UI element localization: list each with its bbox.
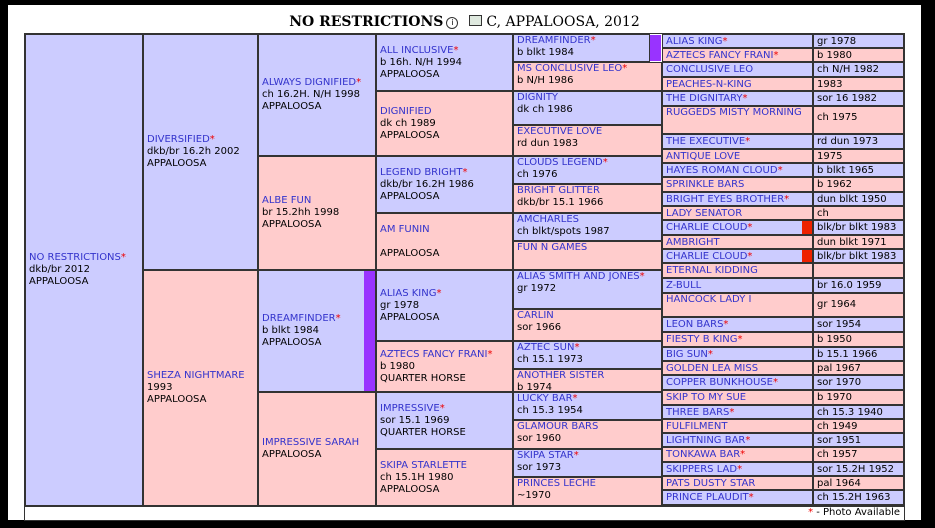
gen6-detail-cell	[813, 177, 904, 192]
gen6-name-cell	[662, 149, 813, 163]
gen6-detail-cell	[813, 447, 904, 462]
photo-star: *	[590, 35, 596, 46]
gen6-name-cell	[662, 375, 813, 390]
horse-link[interactable]: RUGGEDS MISTY MORNING	[666, 107, 802, 118]
horse-detail: b N/H 1986	[517, 75, 574, 86]
gen6-detail-cell	[813, 375, 904, 390]
horse-detail: ch 15.3 1954	[517, 405, 583, 416]
photo-star: *	[572, 393, 578, 404]
gen6-detail-cell	[813, 476, 904, 490]
gen6-detail-cell	[813, 317, 904, 332]
gen6-detail-cell	[813, 293, 904, 317]
horse-detail: dkb/br 2012	[29, 264, 90, 275]
horse-link[interactable]: SKIPPERS LAD	[666, 464, 738, 475]
gen5-cell	[513, 184, 662, 213]
horse-detail: ~1970	[517, 490, 551, 501]
gen1-cell	[25, 34, 143, 506]
gen6-detail-cell	[813, 163, 904, 177]
horse-detail: rd dun 1973	[817, 136, 879, 147]
gen6-name-cell	[662, 476, 813, 490]
horse-link[interactable]: SHEZA NIGHTMARE	[147, 370, 245, 381]
horse-breed: APPALOOSA	[380, 129, 440, 141]
legend-text: - Photo Available	[813, 507, 900, 518]
highlight-marker	[802, 221, 812, 234]
gen6-detail-cell	[813, 347, 904, 361]
gen5-cell	[513, 420, 662, 449]
gen6-name-cell	[662, 405, 813, 419]
page-title	[8, 13, 921, 31]
horse-breed: APPALOOSA	[262, 101, 322, 112]
pedigree-table	[24, 33, 905, 521]
horse-detail: ch 15.1 1973	[517, 354, 583, 365]
photo-star: *	[462, 166, 468, 178]
window-frame	[8, 5, 921, 520]
horse-breed: APPALOOSA	[380, 248, 440, 259]
gen3-cell	[258, 34, 376, 156]
horse-detail: dun blkt 1950	[817, 194, 887, 205]
gen3-cell	[258, 392, 376, 506]
gen6-detail-cell	[813, 462, 904, 476]
horse-detail: blk/br blkt 1983	[817, 251, 897, 262]
horse-detail: gr 1978	[380, 299, 420, 311]
horse-detail: ch	[817, 208, 829, 219]
horse-breed: APPALOOSA	[380, 68, 440, 80]
horse-link[interactable]: PATS DUSTY STAR	[666, 478, 756, 489]
photo-star: *	[723, 319, 729, 330]
gen6-name-cell	[662, 419, 813, 433]
horse-link[interactable]: Z-BULL	[666, 280, 702, 291]
gen6-name-cell	[662, 293, 813, 317]
horse-link[interactable]: ALWAYS DIGNIFIED	[262, 77, 357, 88]
horse-detail: ch 16.2H. N/H 1998	[262, 89, 360, 100]
gen5-cell	[513, 156, 662, 184]
horse-link[interactable]: GOLDEN LEA MISS	[666, 363, 759, 374]
photo-star: *	[120, 252, 126, 263]
horse-link[interactable]: THE EXECUTIVE	[666, 136, 746, 147]
horse-detail: gr 1972	[517, 283, 557, 294]
photo-star: *	[784, 194, 790, 205]
horse-link[interactable]: AZTECS FANCY FRANI	[380, 348, 488, 360]
highlight-bar	[650, 35, 661, 61]
horse-detail: b 1970	[817, 392, 852, 403]
photo-star: *	[747, 251, 753, 262]
gen4-cell	[376, 449, 513, 506]
gen3-cell	[258, 156, 376, 270]
photo-star: *	[742, 93, 748, 104]
horse-detail: sor 15.2H 1952	[817, 464, 895, 475]
horse-link[interactable]: BRIGHT EYES BROTHER	[666, 194, 785, 205]
gen5-cell	[513, 341, 662, 369]
gen4-cell	[376, 156, 513, 213]
highlight-marker	[802, 250, 812, 262]
gen6-detail-cell	[813, 206, 904, 220]
gen6-name-cell	[662, 278, 813, 293]
gen6-detail-cell	[813, 390, 904, 405]
gen4-cell	[376, 34, 513, 91]
horse-detail: ch blkt/spots 1987	[517, 226, 610, 237]
horse-detail: ch 1949	[817, 421, 858, 432]
horse-detail: ch 1976	[517, 169, 558, 180]
horse-link[interactable]: AZTECS FANCY FRANI	[666, 50, 774, 61]
gen6-detail-cell	[813, 263, 904, 278]
horse-detail: sor 16 1982	[817, 93, 877, 104]
photo-star: *	[745, 136, 751, 147]
horse-detail: b blkt 1984	[517, 47, 574, 58]
horse-detail: b 1974	[517, 382, 552, 392]
gen6-name-cell	[662, 361, 813, 375]
horse-link[interactable]: DREAMFINDER	[517, 35, 591, 46]
horse-detail: ch 15.2H 1963	[817, 492, 891, 503]
horse-link[interactable]: HAYES ROMAN CLOUD	[666, 165, 778, 176]
horse-link[interactable]: THREE BARS	[666, 407, 730, 418]
horse-breed: APPALOOSA	[380, 311, 440, 323]
gen6-detail-cell	[813, 249, 904, 263]
gen6-detail-cell	[813, 220, 904, 235]
gen6-detail-cell	[813, 149, 904, 163]
horse-link[interactable]: CARLIN	[517, 310, 554, 321]
gen4-cell	[376, 341, 513, 392]
horse-detail: b 16h. N/H 1994	[380, 56, 462, 68]
gen6-detail-cell	[813, 34, 904, 48]
horse-detail: ch 15.1H 1980	[380, 471, 454, 483]
photo-star: *	[773, 50, 779, 61]
horse-link[interactable]: AMCHARLES	[517, 214, 579, 225]
horse-name-title: NO RESTRICTIONS	[289, 14, 444, 30]
horse-link[interactable]: FIESTY B KING	[666, 334, 738, 345]
gen6-name-cell	[662, 235, 813, 249]
horse-detail: sor 1966	[517, 322, 562, 333]
gen5-cell	[513, 270, 662, 309]
horse-link[interactable]: EXECUTIVE LOVE	[517, 126, 603, 137]
gen6-detail-cell	[813, 91, 904, 106]
photo-star: *	[487, 348, 493, 360]
horse-link[interactable]: DIVERSIFIED	[147, 134, 210, 145]
horse-link[interactable]: SKIPA STARLETTE	[380, 459, 467, 471]
horse-breed: APPALOOSA	[147, 158, 207, 169]
horse-detail: blk/br blkt 1983	[817, 222, 897, 233]
photo-star: *	[737, 334, 743, 345]
photo-star: *	[453, 44, 459, 56]
horse-detail: rd dun 1983	[517, 138, 579, 149]
horse-link[interactable]: AM FUNIN	[380, 224, 430, 235]
gen6-name-cell	[662, 192, 813, 206]
horse-link[interactable]: ETERNAL KIDDING	[666, 265, 758, 276]
horse-link[interactable]: DIGNITY	[517, 92, 559, 103]
horse-detail: sor 1954	[817, 319, 862, 330]
horse-detail: dun blkt 1971	[817, 237, 887, 248]
horse-link[interactable]: IMPRESSIVE	[380, 402, 440, 414]
horse-link[interactable]: TONKAWA BAR	[666, 449, 741, 460]
horse-link[interactable]: COPPER BUNKHOUSE	[666, 377, 773, 388]
horse-link[interactable]: CHARLIE CLOUD	[666, 222, 748, 233]
gen6-name-cell	[662, 134, 813, 149]
horse-detail: dkb/br 15.1 1966	[517, 197, 604, 208]
horse-link[interactable]: AMBRIGHT	[666, 237, 720, 248]
horse-link[interactable]: BIG SUN	[666, 349, 708, 360]
photo-star: *	[639, 271, 645, 282]
highlight-bar	[364, 271, 375, 391]
horse-link[interactable]: GLAMOUR BARS	[517, 421, 599, 432]
gen5-cell	[513, 369, 662, 392]
photo-star: *	[574, 342, 580, 353]
gen6-name-cell	[662, 263, 813, 278]
gen4-cell	[376, 270, 513, 341]
horse-link[interactable]: LEON BARS	[666, 319, 724, 330]
photo-star: *	[745, 435, 751, 446]
horse-link[interactable]: DIGNIFIED	[380, 105, 432, 117]
gen6-detail-cell	[813, 278, 904, 293]
gen5-cell	[513, 213, 662, 241]
horse-detail: b blkt 1965	[817, 165, 874, 176]
gen6-name-cell	[662, 91, 813, 106]
horse-link[interactable]: MS CONCLUSIVE LEO	[517, 63, 623, 74]
horse-detail: br 16.0 1959	[817, 280, 882, 291]
horse-detail: b 1962	[817, 179, 852, 190]
gen6-name-cell	[662, 447, 813, 462]
horse-link[interactable]: ALIAS SMITH AND JONES	[517, 271, 640, 282]
gen4-cell	[376, 392, 513, 449]
gen6-name-cell	[662, 490, 813, 505]
photo-star: *	[737, 464, 743, 475]
gen6-detail-cell	[813, 62, 904, 77]
horse-link[interactable]: LUCKY BAR	[517, 393, 573, 404]
horse-link[interactable]: SKIPA STAR	[517, 450, 574, 461]
gen6-name-cell	[662, 62, 813, 77]
horse-link[interactable]: IMPRESSIVE SARAH	[262, 437, 360, 448]
horse-link[interactable]: FUN N GAMES	[517, 242, 588, 253]
gen6-detail-cell	[813, 332, 904, 347]
photo-star: *	[573, 450, 579, 461]
horse-link[interactable]: SPRINKLE BARS	[666, 179, 745, 190]
horse-link[interactable]: ALBE FUN	[262, 195, 312, 206]
photo-star: *	[808, 507, 814, 518]
horse-detail: b blkt 1984	[262, 325, 319, 336]
horse-info-title: C, APPALOOSA, 2012	[486, 14, 640, 30]
horse-link[interactable]: LEGEND BRIGHT	[380, 166, 463, 178]
photo-star: *	[707, 349, 713, 360]
horse-detail: pal 1964	[817, 478, 861, 489]
photo-star: *	[602, 157, 608, 168]
photo-star: *	[772, 377, 778, 388]
legend-footer	[25, 506, 904, 520]
gen6-name-cell	[662, 390, 813, 405]
horse-link[interactable]: NO RESTRICTIONS	[29, 252, 121, 263]
horse-link[interactable]: LIGHTNING BAR	[666, 435, 746, 446]
photo-star: *	[729, 407, 735, 418]
horse-detail: br 15.2hh 1998	[262, 207, 340, 218]
horse-link[interactable]: BRIGHT GLITTER	[517, 185, 600, 196]
horse-detail: ch 15.3 1940	[817, 407, 883, 418]
horse-detail: b 1950	[817, 334, 852, 345]
horse-detail: ch 1957	[817, 449, 858, 460]
horse-link[interactable]: PEACHES-N-KING	[666, 79, 752, 90]
photo-star: *	[209, 134, 215, 145]
gen6-detail-cell	[813, 433, 904, 447]
horse-link[interactable]: AZTEC SUN	[517, 342, 575, 353]
horse-detail: 1993	[147, 382, 173, 393]
horse-detail: dk ch 1989	[380, 117, 436, 129]
gen6-name-cell	[662, 347, 813, 361]
gen6-name-cell	[662, 77, 813, 91]
horse-link[interactable]: PRINCE PLAUDIT	[666, 492, 749, 503]
gen6-name-cell	[662, 48, 813, 62]
gen6-detail-cell	[813, 106, 904, 134]
horse-link[interactable]: ANTIQUE LOVE	[666, 151, 741, 162]
horse-breed: APPALOOSA	[262, 219, 322, 230]
gen5-cell	[513, 449, 662, 477]
horse-breed: APPALOOSA	[262, 449, 322, 460]
gen6-name-cell	[662, 462, 813, 476]
horse-detail: dkb/br 16.2h 2002	[147, 146, 240, 157]
gen6-name-cell	[662, 106, 813, 134]
horse-link[interactable]: ALIAS KING	[666, 36, 723, 47]
horse-link[interactable]: HANCOCK LADY I	[666, 294, 752, 305]
gen6-detail-cell	[813, 77, 904, 91]
horse-detail: ch 1975	[817, 112, 858, 123]
horse-link[interactable]: ALL INCLUSIVE	[380, 44, 454, 56]
horse-breed: APPALOOSA	[380, 190, 440, 202]
gen3-cell	[258, 270, 376, 392]
gen6-detail-cell	[813, 192, 904, 206]
horse-link[interactable]: DREAMFINDER	[262, 313, 336, 324]
horse-detail: sor 15.1 1969	[380, 414, 450, 426]
horse-link[interactable]: ALIAS KING	[380, 287, 437, 299]
horse-detail: dk ch 1986	[517, 104, 573, 115]
gen6-detail-cell	[813, 419, 904, 433]
photo-star: *	[747, 222, 753, 233]
photo-star: *	[622, 63, 628, 74]
horse-link[interactable]: FULFILMENT	[666, 421, 728, 432]
gen6-detail-cell	[813, 134, 904, 149]
horse-breed: APPALOOSA	[29, 276, 89, 287]
horse-detail: ch N/H 1982	[817, 64, 880, 75]
horse-detail: 1975	[817, 151, 843, 162]
horse-detail: 1983	[817, 79, 843, 90]
gen6-name-cell	[662, 34, 813, 48]
horse-link[interactable]: CHARLIE CLOUD	[666, 251, 748, 262]
gen5-cell	[513, 241, 662, 270]
gen6-name-cell	[662, 220, 813, 235]
gen5-cell	[513, 392, 662, 420]
horse-detail: gr 1978	[817, 36, 857, 47]
horse-breed: QUARTER HORSE	[380, 372, 466, 384]
photo-star: *	[356, 77, 362, 88]
gen5-cell	[513, 62, 662, 91]
gen6-detail-cell	[813, 361, 904, 375]
horse-breed: APPALOOSA	[147, 394, 207, 405]
gen6-name-cell	[662, 206, 813, 220]
horse-detail: b 1980	[380, 360, 415, 372]
photo-star: *	[439, 402, 445, 414]
horse-link[interactable]: THE DIGNITARY	[666, 93, 743, 104]
horse-detail: sor 1973	[517, 462, 562, 473]
horse-detail: sor 1951	[817, 435, 862, 446]
gen2-dam-cell	[143, 270, 258, 506]
horse-breed: QUARTER HORSE	[380, 426, 466, 438]
horse-breed: APPALOOSA	[262, 337, 322, 348]
gen5-cell	[513, 309, 662, 341]
horse-detail: sor 1960	[517, 433, 562, 444]
envelope-icon[interactable]	[469, 15, 482, 26]
horse-link[interactable]: PRINCES LECHE	[517, 478, 596, 489]
gen6-name-cell	[662, 433, 813, 447]
gen6-detail-cell	[813, 48, 904, 62]
gen4-cell	[376, 91, 513, 156]
gen6-name-cell	[662, 163, 813, 177]
gen4-cell	[376, 213, 513, 270]
photo-star: *	[740, 449, 746, 460]
gen6-name-cell	[662, 332, 813, 347]
gen5-cell	[513, 91, 662, 125]
horse-link[interactable]: LADY SENATOR	[666, 208, 743, 219]
photo-star: *	[748, 492, 754, 503]
photo-star: *	[777, 165, 783, 176]
gen5-cell	[513, 34, 650, 62]
photo-star: *	[722, 36, 728, 47]
horse-link[interactable]: CLOUDS LEGEND	[517, 157, 603, 168]
horse-detail: b 1980	[817, 50, 852, 61]
gen2-sire-cell	[143, 34, 258, 270]
gen6-name-cell	[662, 249, 813, 263]
gen6-detail-cell	[813, 405, 904, 419]
horse-link[interactable]: CONCLUSIVE LEO	[666, 64, 754, 75]
horse-link[interactable]: SKIP TO MY SUE	[666, 392, 747, 403]
gen6-detail-cell	[813, 490, 904, 505]
horse-detail: sor 1970	[817, 377, 862, 388]
photo-star: *	[335, 313, 341, 324]
horse-link[interactable]: ANOTHER SISTER	[517, 370, 605, 381]
horse-breed: APPALOOSA	[380, 483, 440, 495]
photo-star: *	[436, 287, 442, 299]
horse-detail: b 15.1 1966	[817, 349, 878, 360]
gen6-name-cell	[662, 177, 813, 192]
gen6-detail-cell	[813, 235, 904, 249]
gen5-cell	[513, 125, 662, 156]
info-icon[interactable]: i	[446, 17, 458, 29]
horse-detail: pal 1967	[817, 363, 861, 374]
gen5-cell	[513, 477, 662, 506]
horse-detail: gr 1964	[817, 299, 857, 310]
horse-detail: dkb/br 16.2H 1986	[380, 178, 474, 190]
gen6-name-cell	[662, 317, 813, 332]
